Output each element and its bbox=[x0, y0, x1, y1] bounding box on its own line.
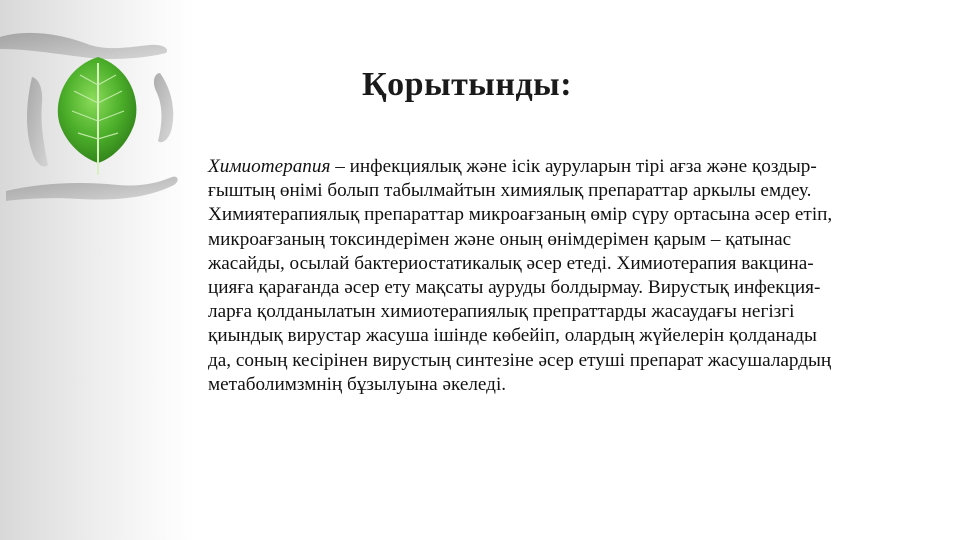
paragraph-line: микроағзаның токсиндерімен және оның өнімдерімен қарым – қатынас bbox=[208, 228, 792, 250]
paragraph-line: метаболимзмнің бұзылуына әкеледі. bbox=[208, 373, 507, 395]
leaf-icon bbox=[58, 57, 137, 175]
paragraph-line: жасайды, осылай бактериостатикалық әсер етеді. Химиотерапия вакцина- bbox=[208, 252, 814, 274]
hands-icon bbox=[0, 33, 167, 59]
hands-and-leaf-graphic bbox=[0, 15, 195, 205]
paragraph-line: да, соның кесірінен вирустың синтезіне әсер етуші препарат жасушалардың bbox=[208, 349, 832, 371]
paragraph-line-rest: – инфекциялық және ісік ауруларын тірі ағза және қоздыр- bbox=[330, 156, 817, 177]
paragraph-line: ғыштың өнімі болып табылмайтын химиялық препараттар аркылы емдеу. bbox=[208, 180, 812, 202]
paragraph-line: қиындық вирустар жасуша ішінде көбейіп, олардың жүйелерін қолданады bbox=[208, 325, 817, 347]
paragraph-line bbox=[208, 155, 928, 179]
slide-title: Қорытынды: bbox=[362, 66, 573, 103]
paragraph-line: Химиятерапиялық препараттар микроағзаның өмір сүру ортасына әсер етіп, bbox=[208, 204, 833, 226]
paragraph-line: ларға қолданылатын химиотерапиялық препраттарды жасаудағы негізгі bbox=[208, 301, 795, 323]
term-chemotherapy: Химиотерапия bbox=[208, 156, 331, 177]
paragraph-line: цияға қарағанда әсер ету мақсаты ауруды болдырмау. Вирустық инфекция- bbox=[208, 277, 821, 299]
body-paragraph bbox=[208, 155, 928, 397]
